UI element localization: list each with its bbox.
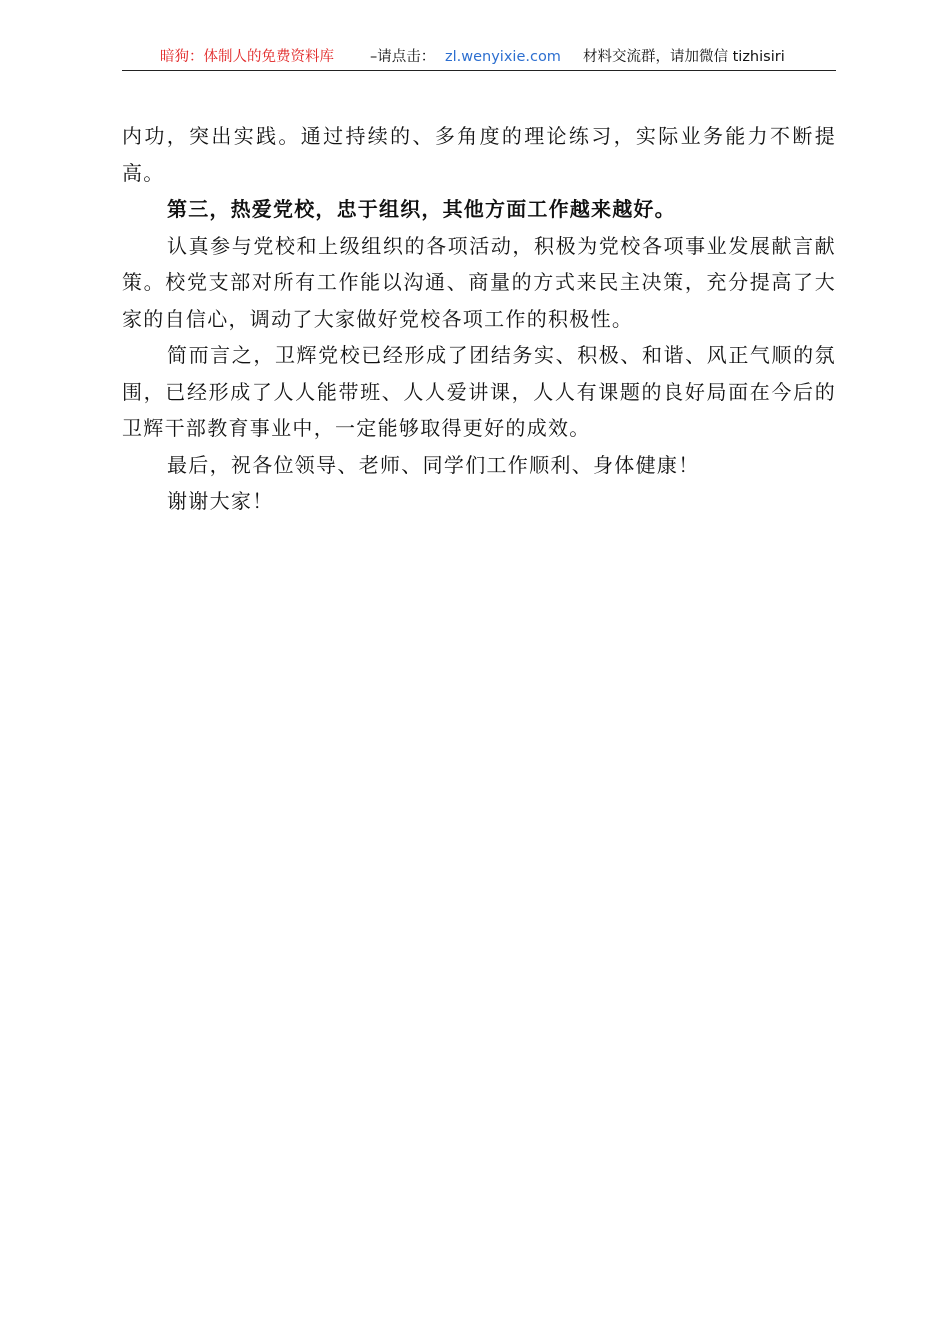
- paragraph: 认真参与党校和上级组织的各项活动，积极为党校各项事业发展献言献策。校党支部对所有工作能以沟通、商量的方式来民主决策，充分提高了大家的自信心，调动了大家做好党校各项工作的积极性。: [122, 233, 836, 331]
- closing-thanks: 谢谢大家！: [167, 489, 274, 513]
- header-link[interactable]: zl.wenyixie.com: [445, 49, 561, 65]
- header-brand: 暗狗：体制人的免费资料库: [160, 49, 334, 65]
- section-heading: 第三，热爱党校，忠于组织，其他方面工作越来越好。: [167, 197, 676, 221]
- header-group-info: 材料交流群，请加微信 tizhisiri: [583, 49, 785, 65]
- document-body: [122, 118, 836, 520]
- paragraph-continuation: 内功，突出实践。通过持续的、多角度的理论练习，实际业务能力不断提高。: [122, 124, 836, 185]
- page-header: [122, 46, 836, 71]
- paragraph: 简而言之，卫辉党校已经形成了团结务实、积极、和谐、风正气顺的氛围，已经形成了人人能带班、人人爱讲课，人人有课题的良好局面在今后的卫辉干部教育事业中，一定能够取得更好的成效。: [122, 343, 836, 440]
- closing-wishes: 最后，祝各位领导、老师、同学们工作顺利、身体健康！: [167, 452, 700, 477]
- header-prompt: –请点击：: [370, 49, 436, 65]
